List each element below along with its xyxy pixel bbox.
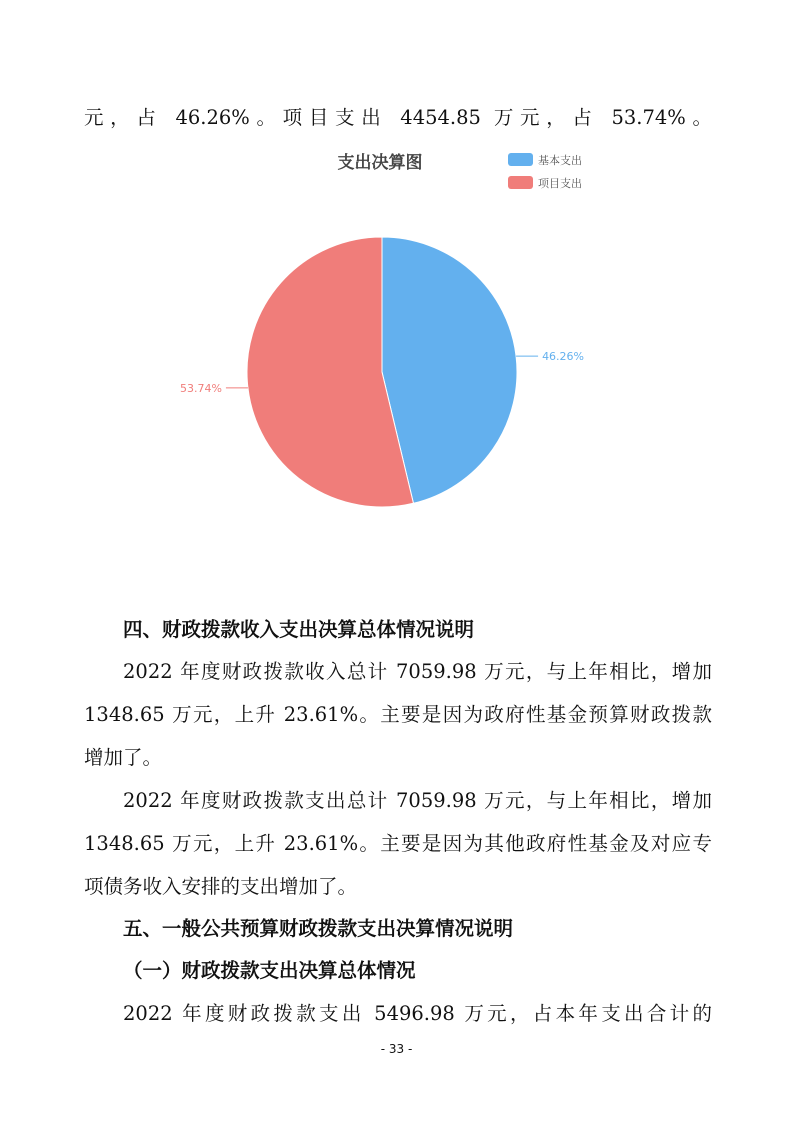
intro-line: 元，占 46.26%。项目支出 4454.85 万元，占 53.74%。 [84, 106, 712, 129]
page-number: - 33 - [380, 1042, 413, 1056]
section5-p1: 2022 年度财政拨款支出 5496.98 万元，占本年支出合计的 [123, 1002, 712, 1025]
section4-heading: 四、财政拨款收入支出决算总体情况说明 [123, 618, 475, 641]
chart-title: 支出决算图 [337, 153, 423, 173]
pie-slices [247, 237, 517, 507]
legend-swatch-1 [508, 153, 533, 166]
section5-subheading: （一）财政拨款支出决算总体情况 [123, 959, 416, 982]
section4-p2-line3: 项债务收入安排的支出增加了。 [84, 875, 358, 898]
legend-label-1: 基本支出 [538, 154, 582, 167]
section5-heading: 五、一般公共预算财政拨款支出决算情况说明 [123, 917, 514, 940]
pie-value-label-2: 53.74% [179, 381, 222, 395]
section4-p1-line1: 2022 年度财政拨款收入总计 7059.98 万元，与上年相比，增加 [123, 660, 712, 683]
section4-p1-line2: 1348.65 万元，上升 23.61%。主要是因为政府性基金预算财政拨款 [84, 703, 712, 726]
section4-p2-line1: 2022 年度财政拨款支出总计 7059.98 万元，与上年相比，增加 [123, 789, 712, 812]
section4-p2-line2: 1348.65 万元，上升 23.61%。主要是因为其他政府性基金及对应专 [84, 832, 712, 855]
section4-p1-line3: 增加了。 [84, 746, 163, 769]
legend-label-2: 项目支出 [538, 177, 582, 190]
pie-value-label-1: 46.26% [542, 350, 585, 364]
chart-legend [508, 153, 582, 190]
legend-swatch-2 [508, 176, 533, 189]
expenditure-pie-chart [150, 140, 650, 520]
